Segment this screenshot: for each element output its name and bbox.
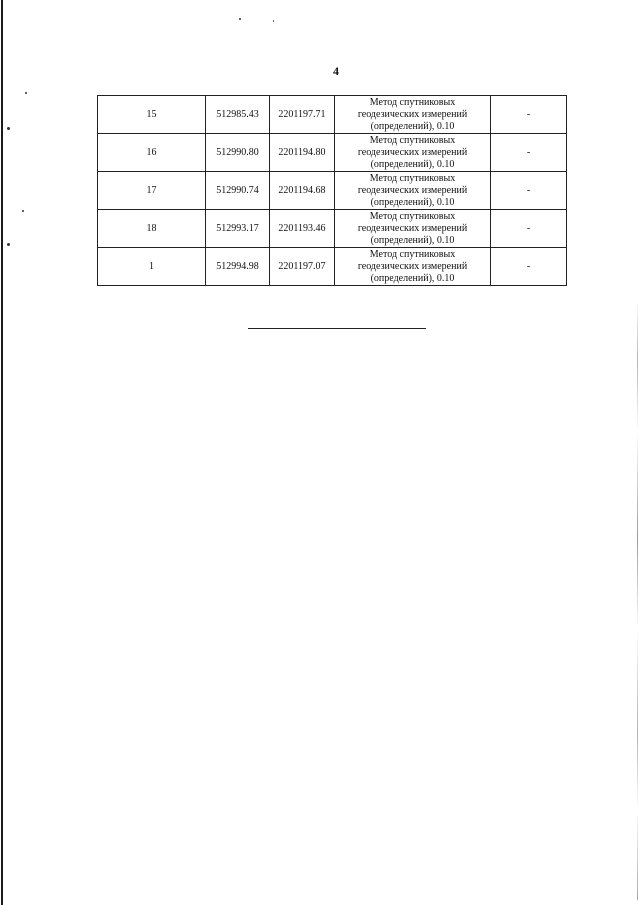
scan-speck [273,20,274,22]
scan-left-edge [1,0,3,905]
x-coordinate-cell: 512994.98 [206,248,270,286]
method-cell: Метод спутниковых геодезических измерений (определений), 0.10 [335,134,491,172]
y-coordinate-cell: 2201194.68 [270,172,335,210]
scan-speck [22,210,24,212]
method-cell: Метод спутниковых геодезических измерений (определений), 0.10 [335,248,491,286]
table-row [98,210,567,248]
y-coordinate-cell: 2201197.71 [270,96,335,134]
y-coordinate-cell: 2201194.80 [270,134,335,172]
scan-speck [239,18,241,20]
table-row [98,248,567,286]
table-row [98,172,567,210]
x-coordinate-cell: 512990.74 [206,172,270,210]
x-coordinate-cell: 512985.43 [206,96,270,134]
point-number-cell: 15 [98,96,206,134]
x-coordinate-cell: 512990.80 [206,134,270,172]
method-cell: Метод спутниковых геодезических измерений (определений), 0.10 [335,96,491,134]
scan-speck [7,127,10,130]
page-number: 4 [333,64,339,78]
scan-speck [7,243,10,246]
table-row [98,134,567,172]
method-cell: Метод спутниковых геодезических измерений (определений), 0.10 [335,172,491,210]
scan-speck [25,92,27,94]
point-number-cell: 18 [98,210,206,248]
description-cell: - [491,172,567,210]
description-cell: - [491,210,567,248]
scan-right-edge [637,300,638,900]
x-coordinate-cell: 512993.17 [206,210,270,248]
y-coordinate-cell: 2201193.46 [270,210,335,248]
point-number-cell: 17 [98,172,206,210]
coordinates-table [97,95,567,286]
table-row [98,96,567,134]
point-number-cell: 16 [98,134,206,172]
description-cell: - [491,134,567,172]
method-cell: Метод спутниковых геодезических измерений (определений), 0.10 [335,210,491,248]
point-number-cell: 1 [98,248,206,286]
y-coordinate-cell: 2201197.07 [270,248,335,286]
description-cell: - [491,248,567,286]
description-cell: - [491,96,567,134]
end-of-document-rule [248,328,426,329]
